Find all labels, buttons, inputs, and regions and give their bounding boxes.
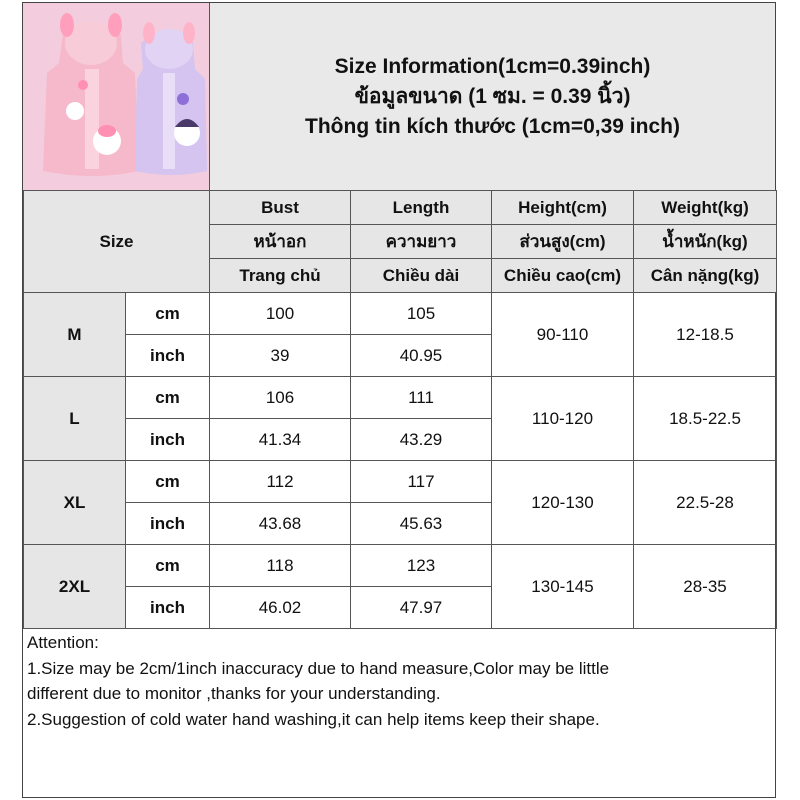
weight-value: 28-35 <box>634 545 777 629</box>
attention-title: Attention: <box>27 633 99 652</box>
length-value: 123 <box>351 545 492 587</box>
height-value: 130-145 <box>492 545 634 629</box>
table-row <box>24 377 777 419</box>
weight-value: 12-18.5 <box>634 293 777 377</box>
length-value: 105 <box>351 293 492 335</box>
col-bust-th: หน้าอก <box>210 225 351 259</box>
weight-value: 22.5-28 <box>634 461 777 545</box>
bust-value: 106 <box>210 377 351 419</box>
col-bust-vi: Trang chủ <box>210 259 351 293</box>
size-label: 2XL <box>24 545 126 629</box>
col-height-vi: Chiều cao(cm) <box>492 259 634 293</box>
col-height-en: Height(cm) <box>492 191 634 225</box>
unit-label: cm <box>126 461 210 503</box>
size-label: M <box>24 293 126 377</box>
height-value: 90-110 <box>492 293 634 377</box>
attention-line-1b: different due to monitor ,thanks for your understanding. <box>27 684 441 703</box>
header-thai: ข้อมูลขนาด (1 ซม. = 0.39 นิ้ว) <box>354 84 631 108</box>
unit-label: cm <box>126 545 210 587</box>
col-weight-th: น้ำหนัก(kg) <box>634 225 777 259</box>
attention-line-2: 2.Suggestion of cold water hand washing,it can help items keep their shape. <box>27 709 600 729</box>
bust-value: 46.02 <box>210 587 351 629</box>
col-length-vi: Chiều dài <box>351 259 492 293</box>
product-photo <box>23 3 209 190</box>
header-row-en <box>24 191 777 225</box>
header-english: Size Information(1cm=0.39inch) <box>334 54 651 78</box>
size-table <box>23 190 777 629</box>
length-value: 40.95 <box>351 335 492 377</box>
size-column-title: Size <box>24 191 210 293</box>
bust-value: 100 <box>210 293 351 335</box>
bust-value: 43.68 <box>210 503 351 545</box>
col-weight-en: Weight(kg) <box>634 191 777 225</box>
header-vietnamese: Thông tin kích thước (1cm=0,39 inch) <box>305 114 680 138</box>
size-label: XL <box>24 461 126 545</box>
table-row <box>24 545 777 587</box>
bust-value: 118 <box>210 545 351 587</box>
raincoats-illustration <box>23 3 209 190</box>
weight-value: 18.5-22.5 <box>634 377 777 461</box>
size-chart-frame <box>22 2 776 798</box>
unit-label: cm <box>126 293 210 335</box>
col-weight-vi: Cân nặng(kg) <box>634 259 777 293</box>
unit-label: inch <box>126 503 210 545</box>
bust-value: 112 <box>210 461 351 503</box>
height-value: 110-120 <box>492 377 634 461</box>
length-value: 45.63 <box>351 503 492 545</box>
table-row <box>24 461 777 503</box>
unit-label: inch <box>126 587 210 629</box>
col-length-th: ความยาว <box>351 225 492 259</box>
col-length-en: Length <box>351 191 492 225</box>
table-row <box>24 293 777 335</box>
length-value: 111 <box>351 377 492 419</box>
attention-line-1a: 1.Size may be 2cm/1inch inaccuracy due to hand measure,Color may be little <box>27 658 610 678</box>
length-value: 43.29 <box>351 419 492 461</box>
unit-label: inch <box>126 419 210 461</box>
height-value: 120-130 <box>492 461 634 545</box>
bust-value: 39 <box>210 335 351 377</box>
col-height-th: ส่วนสูง(cm) <box>492 225 634 259</box>
unit-label: cm <box>126 377 210 419</box>
size-label: L <box>24 377 126 461</box>
bust-value: 41.34 <box>210 419 351 461</box>
length-value: 47.97 <box>351 587 492 629</box>
length-value: 117 <box>351 461 492 503</box>
unit-label: inch <box>126 335 210 377</box>
size-info-header <box>209 3 775 190</box>
col-bust-en: Bust <box>210 191 351 225</box>
attention-notes <box>27 630 767 732</box>
